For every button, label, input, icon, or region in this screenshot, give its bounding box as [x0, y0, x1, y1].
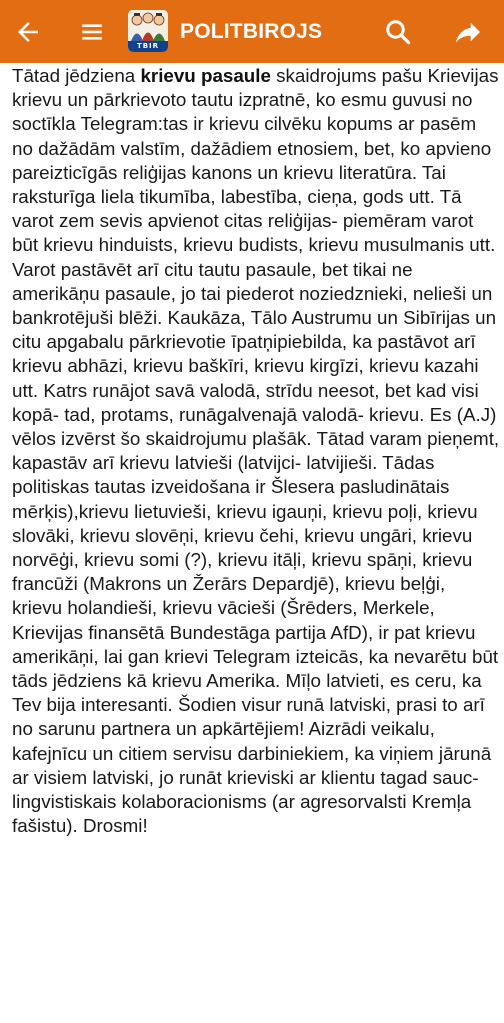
app-title: POLITBIROJS — [180, 20, 323, 43]
search-icon — [383, 17, 413, 47]
share-button[interactable] — [442, 0, 494, 63]
article-body: skaidrojums pašu Krievijas krievu un pārkrievoto tautu izpratnē, ko esmu guvusi no soctīkla Telegram:tas ir krievu cilvēku kopums ar pasēm no dažādām valstīm, dažādiem etnosiem, bet, ko apvieno pareizticīgās reliģijas kanons un krievu literatūra. Tai raksturīga liela tikumība, labestība, cieņa, gods utt. Tā varot zem sevis apvienot citas reliģijas- piemēram varot būt krievu hinduists, krievu budists, krievu musulmanis utt. Varot pastāvēt arī citu tautu pasaule, bet tikai ne amerikāņu pasaule, jo tai piederot noziedznieki, nelieši un bankrotējuši blēži. Kaukāza, Tālo Austrumu un Sibīrijas un citu apgabalu pārkrievotie īpatņipiebilda, ka pastāvot arī krievu abhāzi, krievu baškīri, krievu kirgīzi, krievu kazahi utt. Katrs runājot savā valodā, strīdu neesot, bet kad visi kopā- tad, protams, runāgalvenajā valodā- krievu. Es (A.J) vēlos izvērst šo skaidrojumu plašāk. Tātad varam pieņemt, kapastāv arī krievu latvieši (latvijci- latvijieši. Tādas politiskas tautas izveidošana ir Šlesera pasludinātais mērķis),krievu lietuvieši, krievu igauņi, krievu poļi, krievu slovāki, krievu slovēņi, krievu čehi, krievu ungāri, krievu norvēģi, krievu somi (?), krievu itāļi, krievu spāņi, krievu francūži (Makrons un Žerārs Depardjē), krievu beļģi, krievu holandieši, krievu vācieši (Šrēders, Merkele, Krievijas finansētā Bundestāga partija AfD), ir pat krievu amerikāņi, lai gan krievi Telegram izteicās, ka nevarētu būt tāds jēdziens kā krievu Amerika. Mīļo latvieti, es ceru, ka Tev bija interesanti. Šodien visur runā latviski, prasi to arī no sarunu partnera un apkārtējiem! Aizrādi veikalu, kafejnīcu un citiem servisu darbiniekiem, ka viņiem jārunā ar visiem latviski, jo runāt krieviski ar klientu tagad sauc- lingvistiskais kolaboracionisms (ar agresorvalsti Kremļa fašistu). Drosmi! — [12, 65, 500, 837]
search-button[interactable] — [372, 0, 424, 63]
share-icon — [452, 16, 484, 48]
logo-label: TBIR — [128, 41, 168, 52]
app-bar — [0, 0, 504, 63]
article-intro: Tātad jēdziena — [12, 65, 141, 86]
article-bold-term: krievu pasaule — [140, 65, 271, 86]
article-text — [12, 64, 500, 839]
app-logo — [128, 10, 168, 52]
logo-figures-icon — [128, 10, 168, 41]
menu-button[interactable] — [66, 0, 118, 63]
hamburger-menu-icon — [79, 19, 105, 45]
arrow-left-icon — [13, 17, 43, 47]
back-button[interactable] — [2, 0, 54, 63]
